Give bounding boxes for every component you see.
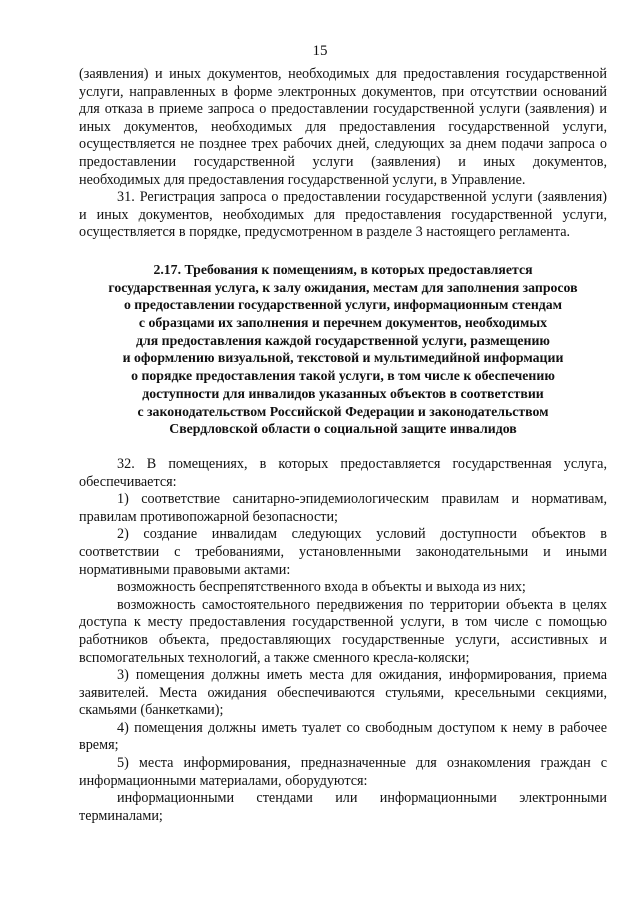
paragraph-32: 32. В помещениях, в которых предоставляется государственная услуга, обеспечивается:	[79, 455, 607, 490]
list-subitem-info-stands: информационными стендами или информационными электронными терминалами;	[79, 790, 607, 824]
section-heading-line: и оформлению визуальной, текстовой и мультимедийной информации	[122, 350, 564, 366]
section-heading-line: Свердловской области о социальной защите инвалидов	[169, 421, 517, 437]
section-heading-line: о порядке предоставления такой услуги, в том числе к обеспечению	[131, 368, 555, 384]
section-heading-line: о предоставлении государственной услуги, информационным стендам	[123, 297, 563, 313]
list-item-4: 4) помещения должны иметь туалет со свободным доступом к нему в рабочее время;	[79, 719, 607, 754]
section-heading-line: с образцами их заполнения и перечнем документов, необходимых	[138, 315, 548, 331]
paragraph-registration-deadline: (заявления) и иных документов, необходимых для предоставления государственной услуги, направленных в форме электронных документов, при отсутствии оснований для отказа в приеме запроса о предоставлении государственной услуги (заявления) и иных документов, необходимых для предоставления государственной услуги, осуществляется не позднее трех рабочих дней, следующих за днем подачи запроса о предоставлении государственной услуги (заявления) и иных документов, необходимых для предоставления государственной услуги, в Управление.	[79, 66, 607, 188]
list-item-1: 1) соответствие санитарно-эпидемиологическим правилам и нормативам, правилам противопожарной безопасности;	[79, 491, 607, 525]
list-item-3: 3) помещения должны иметь места для ожидания, информирования, приема заявителей. Места ожидания обеспечиваются стульями, кресельными секциями, скамьями (банкетками);	[79, 667, 607, 719]
page-number: 15	[312, 43, 328, 59]
list-subitem-independent-movement: возможность самостоятельного передвижения по территории объекта в целях доступа к месту предоставления государственной услуги, в том числе с помощью работников объекта, предоставляющих государственные услуги, ассистивных и вспомогательных технологий, а также сменного кресла-коляски;	[79, 596, 607, 666]
section-heading-line: 2.17. Требования к помещениям, в которых предоставляется	[153, 261, 533, 277]
document-body	[79, 66, 607, 825]
section-heading-line: с законодательством Российской Федерации и законодательством	[137, 403, 549, 419]
list-subitem-entry-access: возможность беспрепятственного входа в объекты и выхода из них;	[117, 579, 526, 596]
section-heading-line: государственная услуга, к залу ожидания, местам для заполнения запросов	[108, 279, 578, 295]
section-heading-2-17	[79, 261, 607, 438]
section-heading-line: доступности для инвалидов указанных объектов в соответствии	[142, 385, 544, 401]
paragraph-31: 31. Регистрация запроса о предоставлении государственной услуги (заявления) и иных документов, необходимых для предоставления государственной услуги, осуществляется в порядке, предусмотренном в разделе 3 настоящего регламента.	[79, 189, 607, 241]
list-item-5: 5) места информирования, предназначенные для ознакомления граждан с информационными материалами, оборудуются:	[79, 755, 607, 789]
section-heading-line: для предоставления каждой государственной услуги, размещению	[136, 332, 550, 348]
list-item-2: 2) создание инвалидам следующих условий доступности объектов в соответствии с требованиями, установленными законодательными и иными нормативными правовыми актами:	[79, 526, 607, 578]
